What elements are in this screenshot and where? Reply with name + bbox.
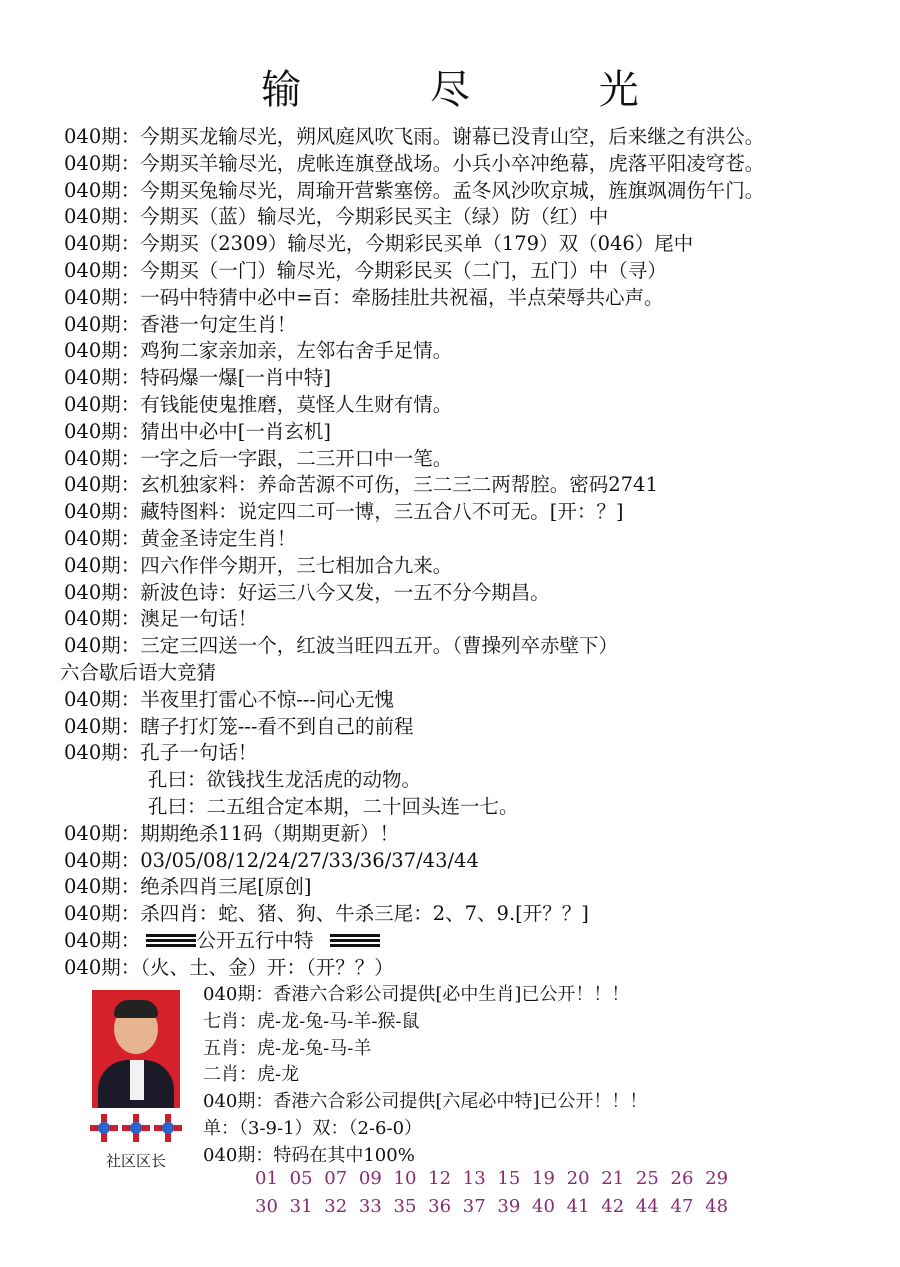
text-line: 040期：黄金圣诗定生肖！ [64, 526, 297, 550]
five-elements-line [64, 928, 894, 955]
medal-icon [90, 1114, 118, 1142]
text-line: 040期：孔子一句话！ [64, 741, 258, 765]
text-line: 040期：杀四肖：蛇、猪、狗、牛杀三尾：2、7、9.[开？？] [64, 902, 589, 926]
text-line: 孔曰：欲钱找生龙活虎的动物。 [148, 768, 422, 792]
text-line: 040期：瞎子打灯笼---看不到自己的前程 [64, 714, 414, 738]
text-line: 二肖：虎-龙 [203, 1064, 300, 1086]
text-line: 040期：特码在其中100% [203, 1144, 415, 1166]
text-line: 040期：今期买（蓝）输尽光，今期彩民买主（绿）防（红）中 [64, 205, 609, 229]
text-line: 040期：藏特图料：说定四二可一博，三五合八不可无。[开：？] [64, 500, 624, 524]
medal-icon [154, 1114, 182, 1142]
text-line: 孔曰：二五组合定本期，二十回头连一七。 [148, 794, 519, 818]
number-row: 01 05 07 09 10 12 13 15 19 20 21 25 26 29 [255, 1168, 729, 1189]
text-line: 040期：半夜里打雷心不惊---问心无愧 [64, 687, 394, 711]
zodiac-block [203, 982, 893, 1170]
text-line: 五肖：虎-龙-兔-马-羊 [203, 1037, 372, 1059]
text-line: 040期：三定三四送一个，红波当旺四五开。（曹操列卒赤壁下） [64, 634, 618, 658]
text-line: 040期：香港一句定生肖！ [64, 312, 297, 336]
text-line: 单：（3-9-1）双：（2-6-0） [203, 1117, 423, 1139]
text-line: 040期：特码爆一爆[一肖中特] [64, 366, 331, 390]
text-line: 040期：（火、土、金）开：（开？？） [64, 955, 394, 979]
trigram-bars-icon [330, 934, 380, 948]
text-line: 040期：今期买兔输尽光，周瑜开营紫塞傍。孟冬风沙吹京城，旌旗飒凋伤午门。 [64, 178, 765, 202]
text-line: 040期：澳足一句话！ [64, 607, 258, 631]
five-elements-label: 公开五行中特 [196, 928, 314, 952]
line-prefix: 040期： [64, 928, 141, 952]
medals [88, 1110, 184, 1150]
portrait-photo [92, 990, 180, 1108]
text-line: 040期：今期买羊输尽光，虎帐连旗登战场。小兵小卒冲绝幕，虎落平阳凌穹苍。 [64, 151, 765, 175]
text-line: 040期：期期绝杀11码（期期更新）！ [64, 821, 400, 845]
text-line: 040期：香港六合彩公司提供[六尾必中特]已公开！！！ [203, 1091, 648, 1113]
number-grid [255, 1165, 895, 1221]
number-row: 30 31 32 33 35 36 37 39 40 41 42 44 47 48 [255, 1196, 729, 1217]
text-line: 040期：一码中特猜中必中=百：牵肠挂肚共祝福，半点荣辱共心声。 [64, 285, 664, 309]
text-line: 040期：一字之后一字跟，二三开口中一笔。 [64, 446, 453, 470]
text-line: 040期：四六作伴今期开，三七相加合九来。 [64, 553, 453, 577]
text-line: 040期：鸡狗二家亲加亲，左邻右舍手足情。 [64, 339, 453, 363]
text-line: 040期：今期买（一门）输尽光，今期彩民买（二门，五门）中（寻） [64, 258, 667, 282]
text-line: 七肖：虎-龙-兔-马-羊-猴-鼠 [203, 1010, 420, 1032]
text-line: 040期：今期买龙输尽光，朔风庭风吹飞雨。谢幕已没青山空，后来继之有洪公。 [64, 125, 765, 148]
text-line: 040期：玄机独家料：养命苦源不可伤，三二三二两帮腔。密码2741 [64, 473, 658, 497]
page-title: 输 尽 光 [261, 67, 697, 113]
text-line: 040期：有钱能使鬼推磨，莫怪人生财有情。 [64, 392, 453, 416]
prediction-lines [60, 124, 894, 982]
text-line: 040期：绝杀四肖三尾[原创] [64, 875, 312, 899]
text-line: 040期：香港六合彩公司提供[必中生肖]已公开！！！ [203, 984, 630, 1005]
profile-block [88, 990, 188, 1171]
section-heading: 六合歇后语大竞猜 [60, 660, 217, 684]
text-line: 040期：今期买（2309）输尽光，今期彩民买单（179）双（046）尾中 [64, 232, 694, 256]
text-line: 040期：新波色诗：好运三八今又发，一五不分今期昌。 [64, 580, 550, 604]
text-line: 040期：03/05/08/12/24/27/33/36/37/43/44 [64, 848, 479, 872]
photo-caption: 社区区长 [105, 1152, 166, 1170]
text-line: 040期：猜出中必中[一肖玄机] [64, 419, 331, 443]
trigram-bars-icon [146, 934, 196, 948]
medal-icon [122, 1114, 150, 1142]
